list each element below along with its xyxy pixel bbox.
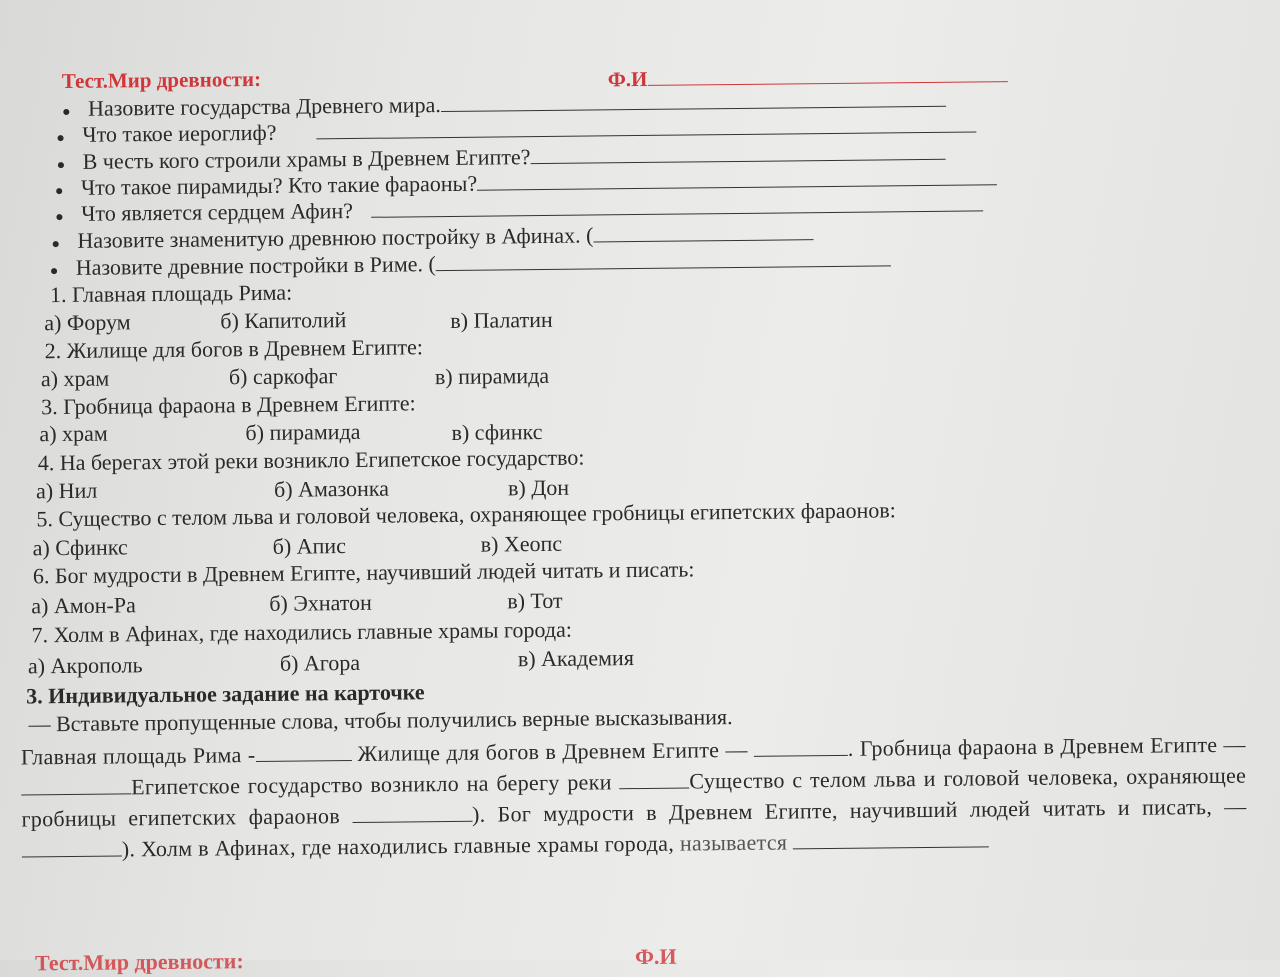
task-text: Главная площадь Рима - [20, 742, 256, 770]
task-blank[interactable] [793, 828, 989, 849]
footer-title-partial: Тест.Мир древности: [34, 948, 244, 976]
option-b[interactable]: б) Агора [279, 649, 361, 676]
option-b[interactable]: б) Амазонка [273, 475, 390, 502]
task-text: Жилище для богов в Древнем Египте — [357, 736, 748, 766]
name-label-text: Ф.И [607, 66, 648, 92]
name-blank[interactable] [647, 63, 1007, 86]
bullet-text: В честь кого строили храмы в Древнем Египте? [82, 144, 531, 174]
option-c[interactable]: в) Академия [517, 645, 634, 672]
task-instruction: — Вставьте пропущенные слова, чтобы получились верные высказывания. [28, 704, 733, 737]
answer-blank[interactable] [530, 141, 945, 164]
task-text: Египетское государство возникло на берегу реки [131, 769, 612, 800]
option-a[interactable]: а) Сфинкс [32, 534, 128, 561]
bullet-icon: ● [62, 104, 71, 121]
option-c[interactable]: в) Тот [507, 587, 563, 614]
task-blank[interactable] [352, 803, 472, 823]
question-4: 4. На берегах этой реки возникло Египетское государство: [37, 444, 585, 476]
option-c[interactable]: в) Хеопс [480, 530, 563, 557]
question-5: 5. Существо с телом льва и головой человека, охраняющее гробницы египетских фараонов: [36, 497, 896, 532]
bullet-icon: ● [56, 158, 66, 174]
question-1: 1. Главная площадь Рима: [49, 279, 293, 308]
option-c[interactable]: в) Дон [507, 474, 570, 501]
footer-name-partial: Ф.И [634, 943, 677, 970]
question-3: 3. Гробница фараона в Древнем Египте: [41, 390, 416, 420]
answer-blank[interactable] [593, 221, 813, 242]
option-b[interactable]: б) Эхнатон [269, 589, 373, 616]
option-a[interactable]: а) Амон-Ра [31, 592, 136, 619]
bullet-icon: ● [54, 184, 64, 200]
question-7: 7. Холм в Афинах, где находились главные храмы города: [31, 616, 573, 648]
answer-blank[interactable] [441, 88, 946, 112]
option-a[interactable]: а) Форум [44, 309, 131, 336]
bullet-text: Что такое иероглиф? [82, 119, 277, 147]
option-c[interactable]: в) пирамида [434, 362, 550, 390]
option-b[interactable]: б) Капитолий [220, 307, 347, 334]
task-text: . Гробница фараона в Древнем Египте — [847, 731, 1246, 761]
option-a[interactable]: а) храм [39, 420, 108, 447]
option-a[interactable]: а) храм [40, 365, 110, 392]
question-2: 2. Жилище для богов в Древнем Египте: [44, 334, 424, 364]
answer-blank[interactable] [436, 247, 891, 271]
option-c[interactable]: в) сфинкс [451, 419, 543, 445]
answer-blank[interactable] [477, 166, 997, 190]
task-text: Существо с телом льва и головой человека, охраняющее гробницы египетских фараонов [21, 762, 1247, 832]
test-title: Тест.Мир древности: [61, 66, 262, 94]
question-6: 6. Бог мудрости в Древнем Египте, научивший людей читать и писать: [32, 556, 695, 589]
task-text: ). Холм в Афинах, где находились главные храмы города, [121, 830, 675, 862]
task-text: ). Бог мудрости в Древнем Египте, научивший людей читать и писать, — [471, 793, 1247, 827]
answer-blank[interactable] [371, 192, 983, 217]
bullet-text: Что такое пирамиды? Кто такие фараоны? [80, 170, 478, 200]
option-a[interactable]: а) Нил [35, 477, 98, 504]
bullet-icon: ● [51, 237, 61, 253]
option-a[interactable]: а) Акрополь [27, 652, 143, 679]
option-b[interactable]: б) пирамида [245, 418, 361, 446]
bullet-text: Назовите знаменитую древнюю постройку в Афинах. ( [77, 222, 594, 253]
task-blank[interactable] [21, 775, 131, 795]
bullet-icon: ● [56, 131, 65, 147]
bullet-icon: ● [55, 210, 64, 226]
bullet-icon: ● [49, 264, 59, 280]
option-c[interactable]: в) Палатин [450, 306, 553, 333]
bullet-text: Назовите древние постройки в Риме. ( [75, 251, 436, 280]
task-blank[interactable] [754, 737, 848, 757]
bullet-text: Что является сердцем Афин? [81, 197, 354, 226]
answer-blank[interactable] [316, 113, 976, 139]
bullet-text: Назовите государства Древнего мира. [87, 92, 441, 121]
task-text: называется [679, 829, 788, 856]
task-blank[interactable] [22, 837, 122, 857]
option-b[interactable]: б) Апис [272, 533, 347, 559]
task-paragraph [21, 729, 1247, 866]
task-blank[interactable] [619, 770, 689, 790]
task-heading: 3. Индивидуальное задание на карточке [26, 679, 425, 709]
task-blank[interactable] [255, 742, 351, 762]
option-b[interactable]: б) саркофаг [228, 363, 338, 390]
